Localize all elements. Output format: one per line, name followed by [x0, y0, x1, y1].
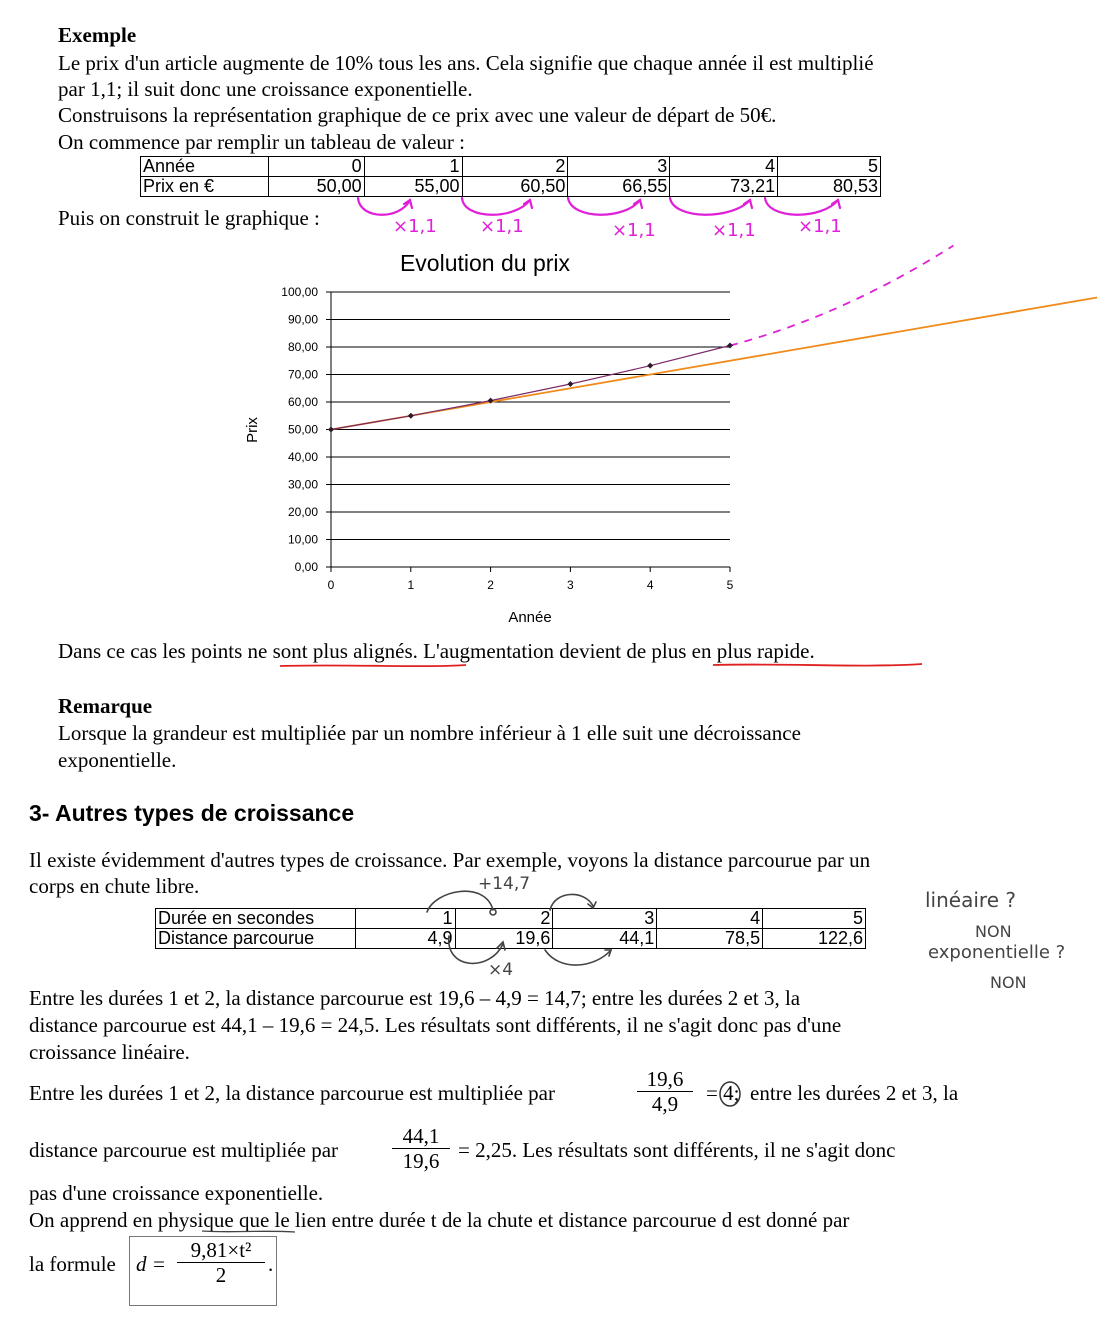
formula-lhs: d = [136, 1252, 166, 1276]
fraction-numerator: 9,81×t² [190, 1238, 252, 1262]
underlined-faster: de plus en plus rapide. [626, 639, 815, 663]
linear-check-line-3: croissance linéaire. [29, 1040, 190, 1064]
x-tick-label: 3 [567, 578, 574, 592]
section-heading: 3- Autres types de croissance [29, 800, 355, 826]
expo-result-4: = 4; [706, 1081, 740, 1105]
x-tick-label: 1 [407, 578, 415, 592]
table-cell: 3 [568, 157, 670, 177]
table-cell: 44,1 [553, 929, 657, 949]
table-cell: 73,21 [670, 177, 778, 197]
exemple-line-1: Le prix d'un article augmente de 10% tous les ans. Cela signifie que chaque année il est multiplié [58, 51, 874, 75]
expo-check-line-3: pas d'une croissance exponentielle. [29, 1181, 324, 1205]
table-header-price: Prix en € [141, 177, 269, 197]
chart-x-axis-label: Année [508, 609, 552, 626]
annotation-x11: ×1,1 [393, 216, 437, 237]
y-tick-label: 40,00 [287, 450, 318, 464]
formula-fraction [177, 1238, 265, 1287]
table-cell: 78,5 [657, 929, 763, 949]
remarque-title: Remarque [58, 694, 153, 718]
fraction-denominator: 19,6 [392, 1148, 450, 1173]
table-cell: 4 [670, 157, 778, 177]
table-cell: 19,6 [455, 929, 553, 949]
dashed-extension [730, 246, 953, 346]
exemple-line-2: par 1,1; il suit donc une croissance exponentielle. [58, 77, 473, 101]
formula-intro: On apprend en physique que le lien entre durée t de la chute et distance parcourue d est donné par [29, 1208, 850, 1232]
red-underlines [270, 660, 930, 672]
after-table-text: Puis on construit le graphique : [58, 206, 320, 230]
section-intro-1: Il existe évidemment d'autres types de croissance. Par exemple, voyons la distance parcourue par un [29, 848, 871, 872]
y-tick-label: 90,00 [287, 312, 318, 327]
table-header-distance: Distance parcourue [156, 929, 356, 949]
formula-period: . [268, 1252, 274, 1276]
annotation-plus: +14,7 [478, 874, 531, 894]
fraction-numerator: 19,6 [646, 1067, 684, 1091]
note-expo-question: exponentielle ? [928, 942, 1066, 963]
table-cell: 4 [657, 909, 763, 929]
expo-check-line-2-before: distance parcourue est multipliée par [29, 1138, 339, 1162]
table-cell: 3 [553, 909, 657, 929]
table-row [141, 157, 881, 177]
price-chart [0, 240, 1100, 635]
x-tick-label: 4 [646, 578, 654, 592]
formula-underline [200, 1228, 300, 1236]
exemple-line-3: Construisons la représentation graphique de ce prix avec une valeur de départ de 50€. [58, 103, 777, 127]
data-point [567, 381, 573, 387]
table-cell: 60,50 [462, 177, 568, 197]
remarque-line-1: Lorsque la grandeur est multipliée par un nombre inférieur à 1 elle suit une décroissance [58, 721, 801, 745]
remarque-line-2: exponentielle. [58, 748, 177, 772]
y-tick-label: 30,00 [287, 477, 318, 492]
difference-arcs [415, 880, 615, 980]
annotation-x11: ×1,1 [612, 220, 656, 241]
annotation-x11: ×1,1 [480, 216, 524, 237]
chart-title: Evolution du prix [399, 250, 571, 276]
expo-check-line-1-after: entre les durées 2 et 3, la [750, 1081, 959, 1105]
annotation-x11: ×1,1 [712, 220, 756, 241]
section-intro-2: corps en chute libre. [29, 874, 200, 898]
y-tick-label: 80,00 [287, 340, 318, 354]
fraction-44-1-over-19-6 [392, 1124, 450, 1173]
table-cell: 4,9 [355, 929, 455, 949]
table-cell: 2 [455, 909, 553, 929]
table-cell: 0 [268, 157, 364, 177]
circled-4-mark [716, 1080, 748, 1108]
exemple-line-4: On commence par remplir un tableau de valeur : [58, 130, 465, 154]
x-tick-label: 5 [726, 578, 734, 592]
annotation-times: ×4 [488, 960, 514, 980]
y-tick-label: 50,00 [287, 422, 318, 437]
underlined-not-aligned: ne sont plus alignés [247, 639, 413, 663]
linear-check-line-1: Entre les durées 1 et 2, la distance parcourue est 19,6 – 4,9 = 14,7; entre les durées 2 et 3, la [29, 986, 801, 1010]
data-point [408, 413, 414, 419]
data-point [647, 363, 653, 369]
data-point [727, 343, 733, 349]
data-point [328, 427, 334, 433]
y-tick-label: 10,00 [287, 532, 318, 547]
fraction-denominator: 4,9 [637, 1091, 693, 1116]
after-chart-part-1: Dans ce cas les points [58, 639, 248, 663]
y-tick-label: 60,00 [287, 395, 318, 409]
table-cell: 55,00 [364, 177, 462, 197]
table-cell: 5 [763, 909, 866, 929]
y-tick-label: 100,00 [281, 285, 318, 299]
table-cell: 80,53 [778, 177, 881, 197]
table-cell: 122,6 [763, 929, 866, 949]
table-cell: 66,55 [568, 177, 670, 197]
table-header-year: Année [141, 157, 269, 177]
formula-lead: la formule [29, 1252, 116, 1276]
fraction-19-6-over-4-9 [637, 1067, 693, 1116]
fraction-denominator: 2 [177, 1262, 265, 1287]
annotation-x11: ×1,1 [798, 216, 842, 237]
note-expo-answer: NON [990, 973, 1027, 992]
x-tick-label: 2 [487, 578, 494, 592]
chart-y-axis-label: Prix [244, 417, 261, 443]
price-series-line [331, 346, 730, 430]
table-cell: 50,00 [268, 177, 364, 197]
expo-check-line-2-after: = 2,25. Les résultats sont différents, il ne s'agit donc [458, 1138, 896, 1162]
table-cell: 2 [462, 157, 568, 177]
y-tick-label: 20,00 [287, 505, 318, 519]
x-tick-label: 0 [327, 578, 335, 592]
after-chart-part-2: . L'augmentation devient [412, 639, 627, 663]
exemple-title: Exemple [58, 23, 137, 47]
linear-check-line-2: distance parcourue est 44,1 – 19,6 = 24,5. Les résultats sont différents, il ne s'agit donc pas d'une [29, 1013, 842, 1037]
note-linear-answer: NON [975, 922, 1012, 941]
y-tick-label: 70,00 [287, 367, 318, 382]
table-cell: 1 [364, 157, 462, 177]
y-tick-label: 0,00 [294, 560, 318, 574]
fraction-numerator: 44,1 [402, 1124, 440, 1148]
table-cell: 1 [355, 909, 455, 929]
table-header-duration: Durée en secondes [156, 909, 356, 929]
note-linear-question: linéaire ? [925, 888, 1016, 912]
table-cell: 5 [778, 157, 881, 177]
expo-check-line-1-before: Entre les durées 1 et 2, la distance parcourue est multipliée par [29, 1081, 555, 1105]
